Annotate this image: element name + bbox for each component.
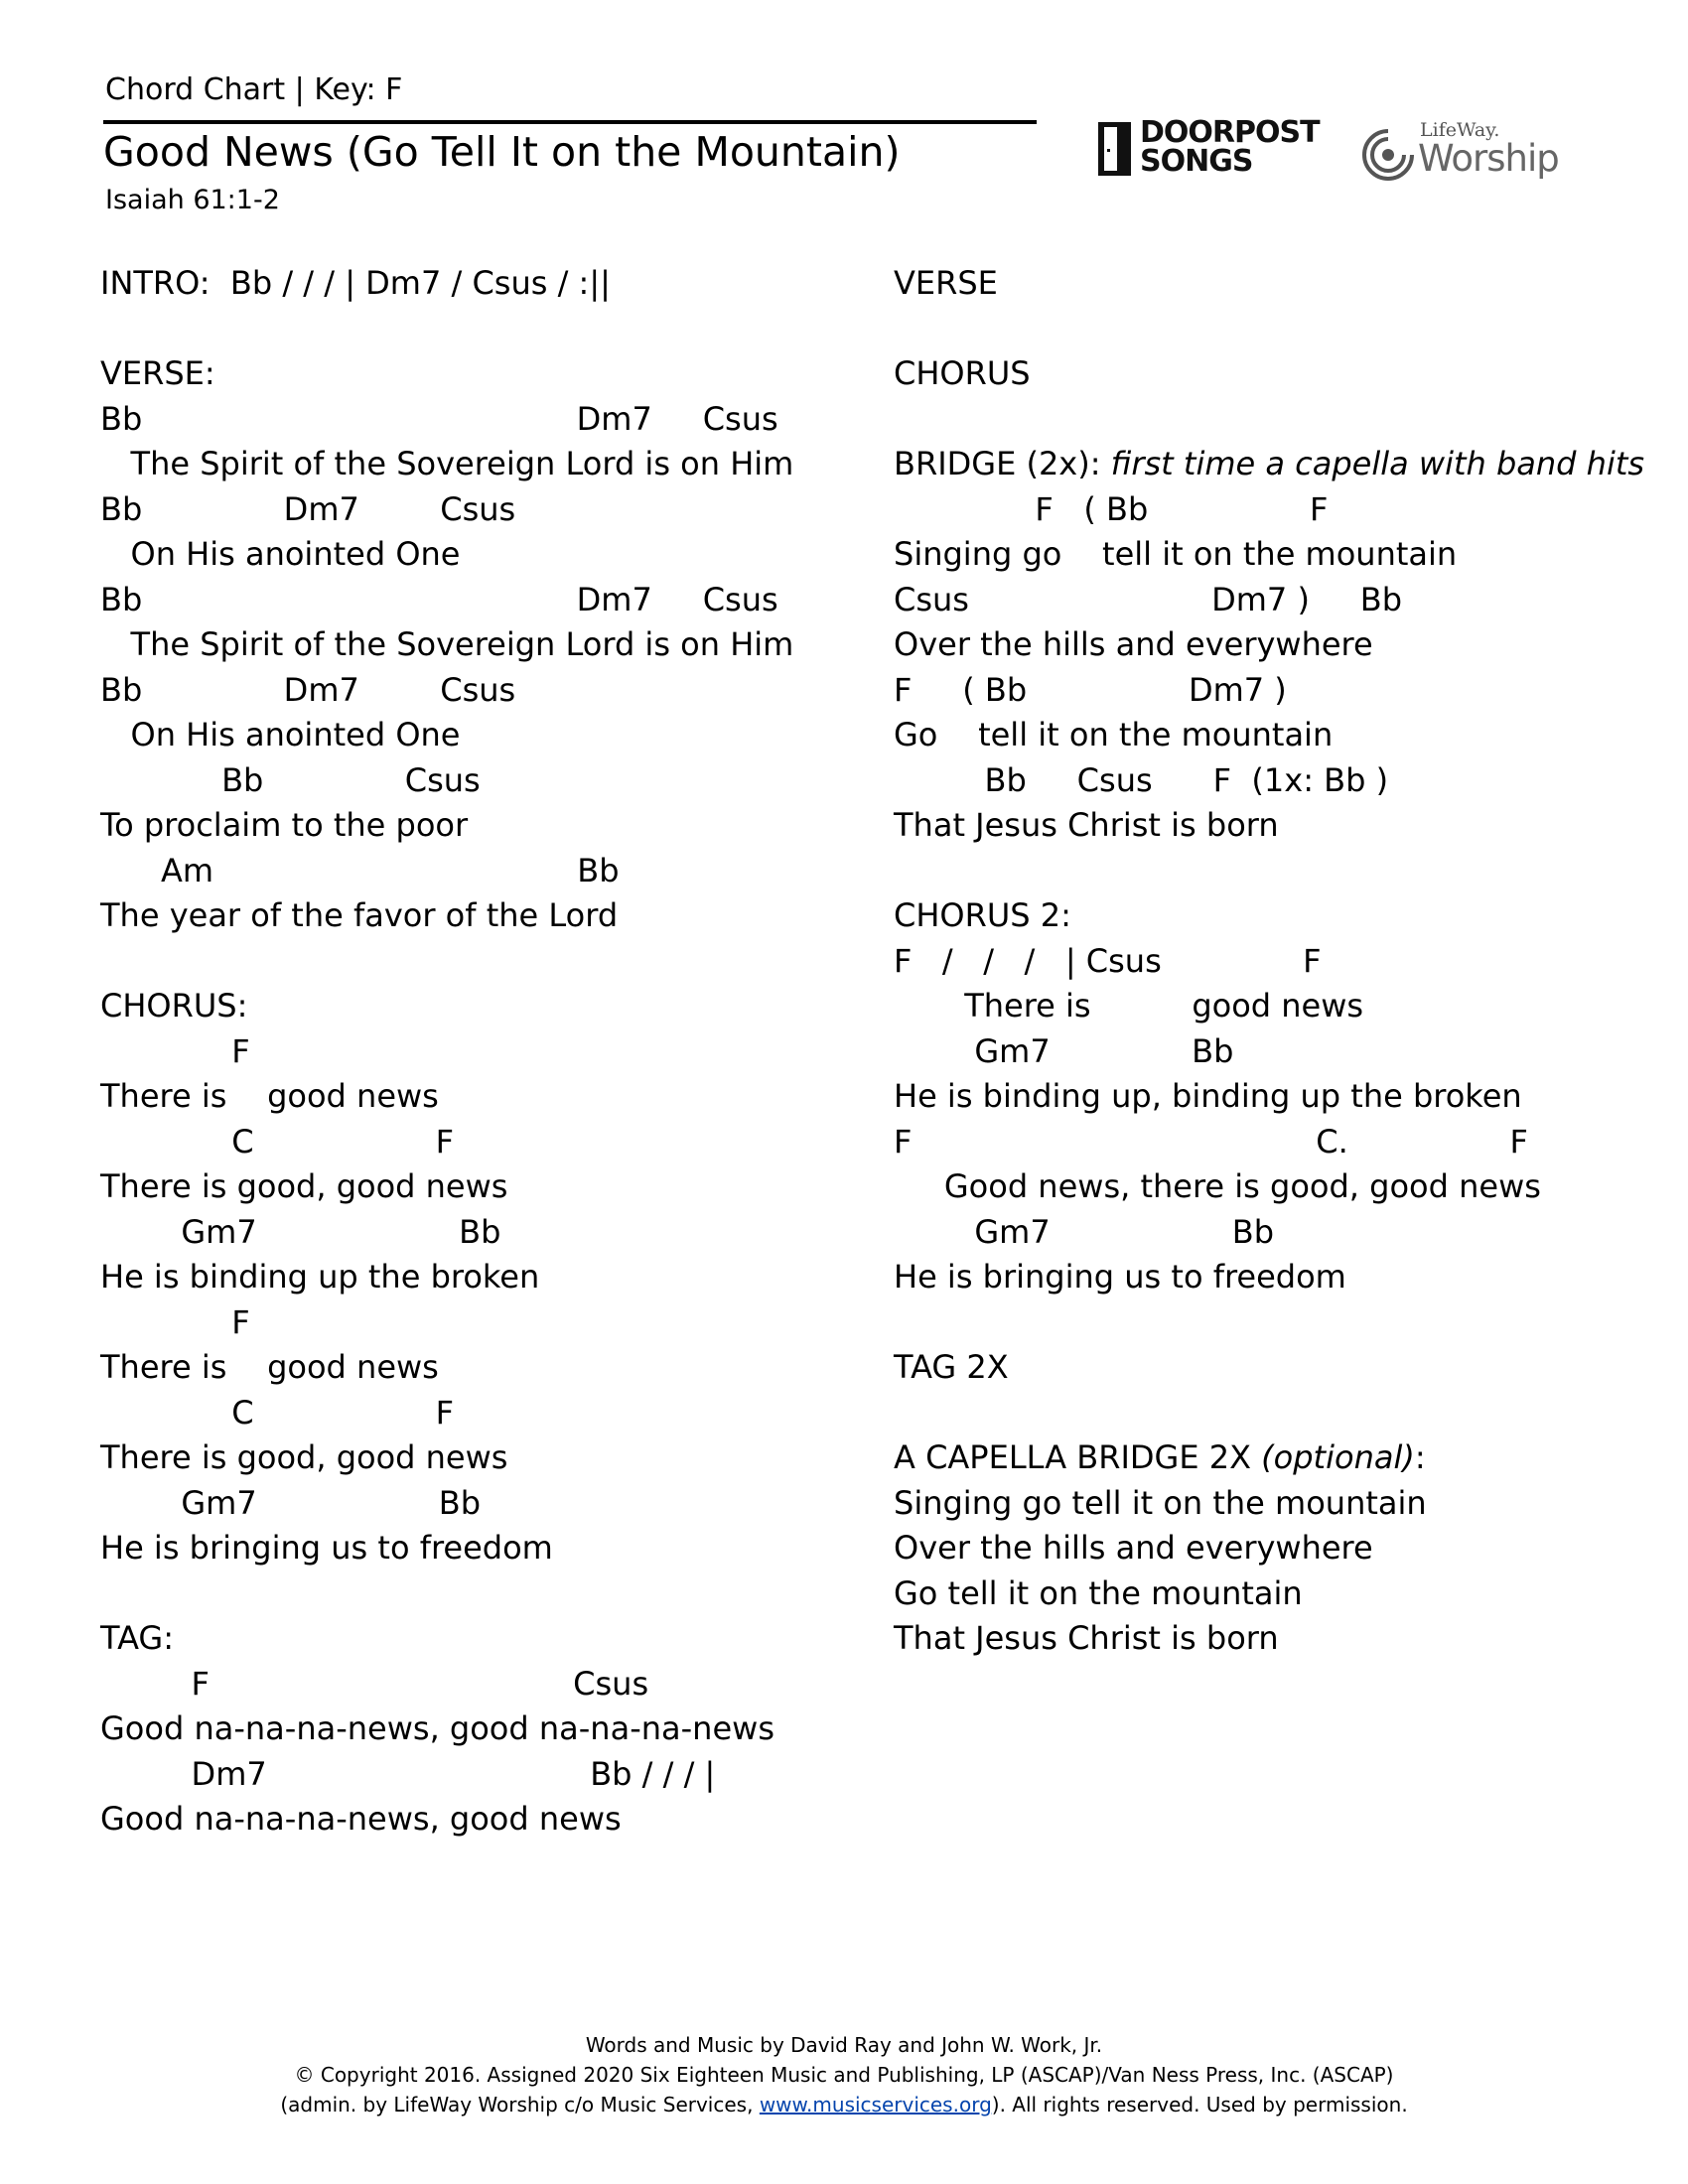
footer-copyright: © Copyright 2016. Assigned 2020 Six Eighteen Music and Publishing, LP (ASCAP)/Van Ness Press, Inc. (ASCAP) [294,2063,1394,2087]
logo-lifeway-text: LifeWay. [1420,119,1500,141]
left-line: Bb Dm7 Csus [100,489,516,528]
right-line: Singing go tell it on the mountain [894,535,1458,573]
left-column [100,261,875,1843]
footer-credits: Words and Music by David Ray and John W. Work, Jr. [585,2033,1103,2057]
left-line: There is good news [100,1077,439,1115]
left-line: On His anointed One [100,535,461,573]
left-line: C F [100,1393,455,1432]
right-line: F C. F [894,1122,1528,1160]
lifeway-worship-logo [1358,119,1557,183]
right-line: That Jesus Christ is born [894,1619,1279,1657]
right-line-italic: (optional) [1261,1438,1415,1476]
right-line: CHORUS 2: [894,896,1071,934]
right-spacer [894,397,1678,443]
logo-songs-text: SONGS [1140,144,1253,179]
right-line: Good news, there is good, good news [894,1167,1541,1205]
footer-admin-after: ). All rights reserved. Used by permission. [991,2093,1408,2116]
right-line: Csus Dm7 ) Bb [894,580,1403,618]
chord-chart-key-label: Chord Chart | Key: F [105,72,403,107]
left-line: F Csus [100,1664,649,1703]
footer-admin-before: (admin. by LifeWay Worship c/o Music Services, [280,2093,760,2116]
left-spacer [100,939,875,985]
left-line: To proclaim to the poor [100,806,469,844]
logo-worship-text: Worship [1418,137,1559,180]
scripture-reference: Isaiah 61:1-2 [105,185,280,215]
left-line: VERSE: [100,354,215,392]
left-spacer [100,307,875,352]
left-line: He is bringing us to freedom [100,1529,553,1567]
right-line-after: : [1414,1438,1426,1476]
left-line: He is binding up the broken [100,1258,540,1296]
left-line: The Spirit of the Sovereign Lord is on Him [100,625,794,663]
left-line: F [100,1031,250,1070]
musicservices-link[interactable]: www.musicservices.org [759,2093,992,2116]
right-line: Over the hills and everywhere [894,625,1373,663]
right-line: That Jesus Christ is born [894,806,1279,844]
right-spacer [894,1300,1678,1346]
right-line: Over the hills and everywhere [894,1529,1373,1567]
right-line: CHORUS [894,354,1031,392]
right-line: Go tell it on the mountain [894,1573,1303,1612]
left-line: Good na-na-na-news, good news [100,1800,622,1838]
left-line: The year of the favor of the Lord [100,896,619,934]
left-line: Dm7 Bb / / / | [100,1754,716,1793]
doorpost-songs-logo [1098,115,1336,179]
left-line: Bb Dm7 Csus [100,670,516,709]
left-line: There is good, good news [100,1167,508,1205]
right-column [894,261,1678,1662]
left-line: Bb Dm7 Csus [100,399,778,438]
right-line: He is bringing us to freedom [894,1258,1346,1296]
right-spacer [894,307,1678,352]
right-line-italic: first time a capella with band hits [1110,445,1645,482]
left-line: INTRO: Bb / / / | Dm7 / Csus / :|| [100,264,611,302]
right-line: TAG 2X [894,1348,1009,1386]
left-line: TAG: [100,1619,174,1657]
left-line: There is good, good news [100,1438,508,1476]
left-line: CHORUS: [100,987,248,1024]
left-line: Bb Dm7 Csus [100,580,778,618]
song-title: Good News (Go Tell It on the Mountain) [103,128,901,176]
left-line: Good na-na-na-news, good na-na-na-news [100,1709,774,1747]
right-line: Gm7 Bb [894,1212,1275,1251]
left-line: F [100,1302,250,1341]
right-line-text: A CAPELLA BRIDGE 2X [894,1438,1262,1476]
right-line: Singing go tell it on the mountain [894,1483,1427,1522]
right-line: There is good news [894,987,1364,1024]
right-line-text: BRIDGE (2x): [894,445,1111,482]
copyright-footer [0,2030,1688,2119]
left-line: Bb Csus [100,760,481,799]
right-line: He is binding up, binding up the broken [894,1077,1522,1115]
left-line: Am Bb [100,851,620,889]
footer-admin [0,2090,1688,2119]
right-spacer [894,1391,1678,1436]
right-line: Gm7 Bb [894,1031,1234,1070]
right-line: F ( Bb Dm7 ) [894,670,1287,709]
left-line: The Spirit of the Sovereign Lord is on Him [100,445,794,482]
lifeway-swirl-icon [1358,125,1418,181]
right-spacer [894,849,1678,894]
right-line: Bb Csus F (1x: Bb ) [894,760,1389,799]
left-line: Gm7 Bb [100,1212,501,1251]
right-line: Go tell it on the mountain [894,716,1334,753]
header-rule [103,120,1037,124]
right-line [894,442,1678,487]
left-line: There is good news [100,1348,439,1386]
left-line: Gm7 Bb [100,1483,482,1522]
right-line [894,1435,1678,1481]
right-line: F / / / | Csus F [894,941,1322,980]
right-line: VERSE [894,264,998,302]
right-line: F ( Bb F [894,489,1329,528]
logo-doorpost-text: DOORPOST [1140,115,1320,150]
door-icon [1098,122,1131,176]
left-line: C F [100,1122,455,1160]
left-spacer [100,1571,875,1617]
left-line: On His anointed One [100,716,461,753]
